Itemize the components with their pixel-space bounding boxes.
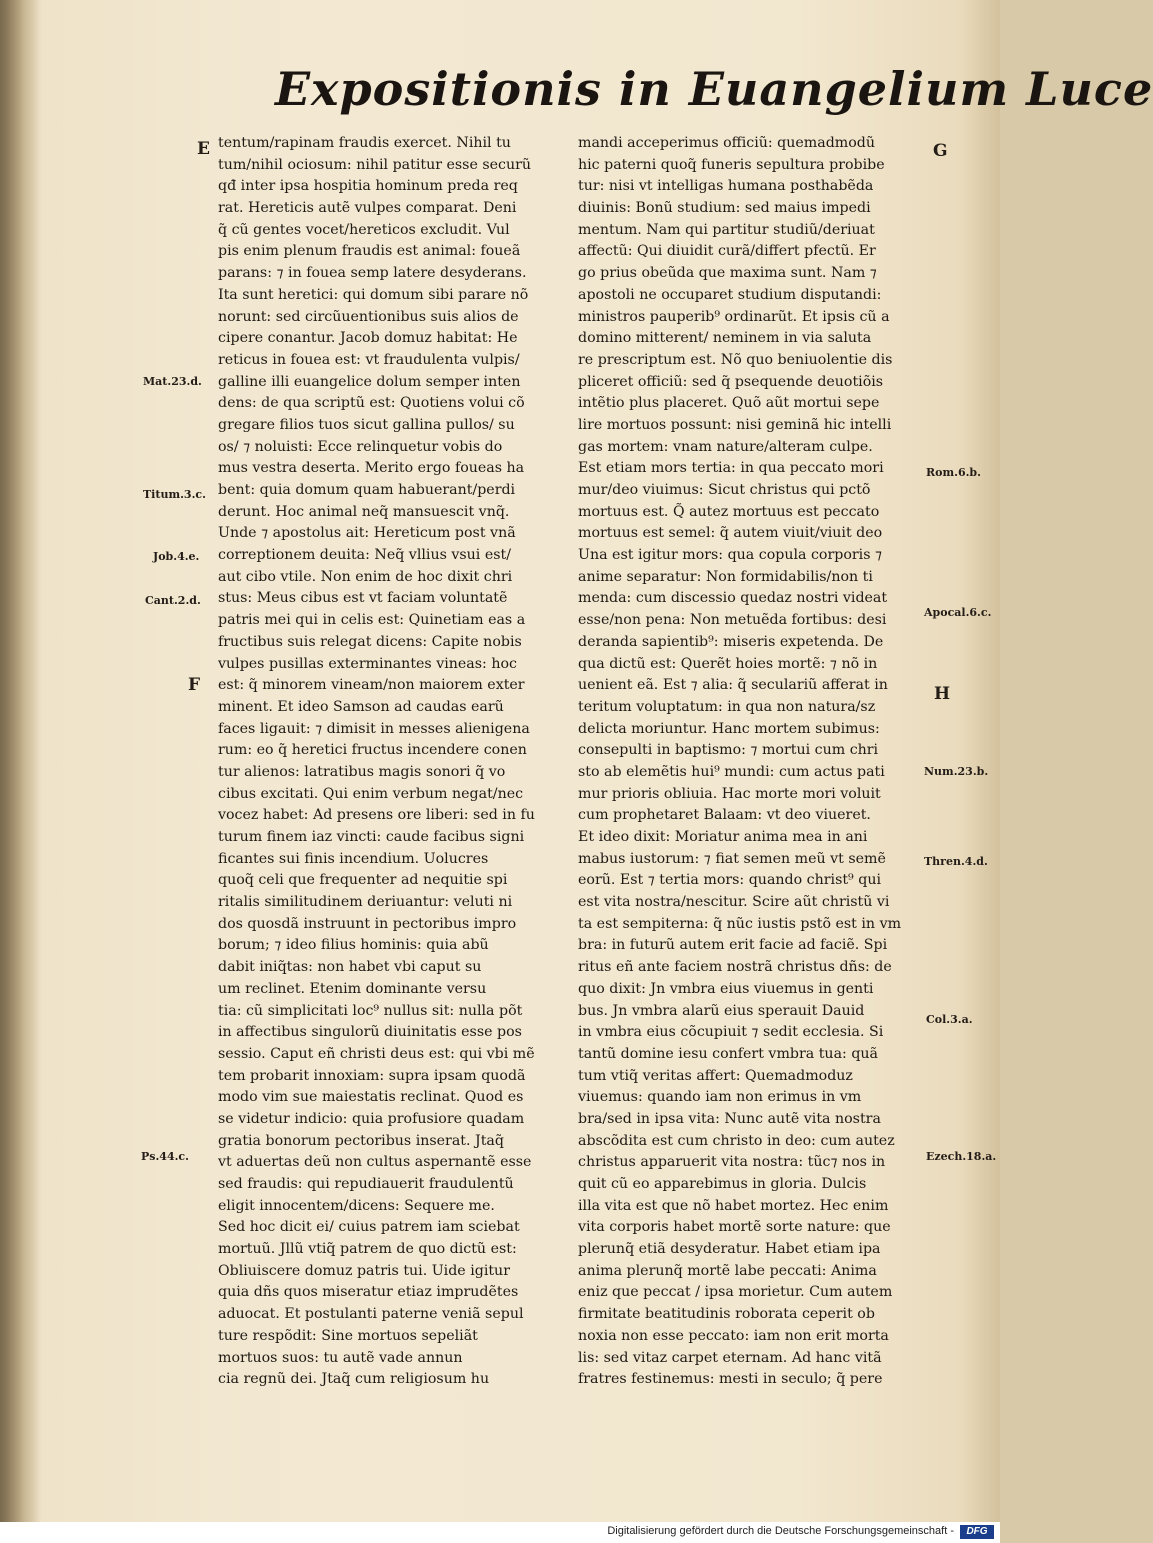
margin-letter-g: G bbox=[933, 141, 948, 161]
page-header-title: Expositionis in Euangelium Luce bbox=[275, 62, 1153, 116]
margin-note-rom: Rom.6.b. bbox=[926, 466, 981, 479]
left-column-line: reticus in fouea est: vt fraudulenta vulpis/ bbox=[218, 351, 520, 368]
right-column-line: Et ideo dixit: Moriatur anima mea in ani bbox=[578, 829, 868, 845]
left-column-line: Ita sunt heretici: qui domum sibi parare nõ bbox=[218, 286, 529, 303]
left-column-line: q̃ cũ gentes vocet/hereticos excludit. Vul bbox=[218, 221, 510, 238]
left-column-line: um reclinet. Etenim dominante versu bbox=[218, 980, 487, 997]
left-column-line: tem probarit innoxiam: supra ipsam quodã bbox=[218, 1067, 526, 1084]
right-column-line: vita corporis habet mortẽ sorte nature: que bbox=[578, 1219, 891, 1236]
left-column-line: mortuũ. Jllũ vtiq̃ patrem de quo dictũ est: bbox=[218, 1241, 517, 1258]
left-column-line: mus vestra deserta. Merito ergo foueas ha bbox=[218, 460, 525, 477]
right-column-line: cum prophetaret Balaam: vt deo viueret. bbox=[578, 807, 871, 824]
left-column-line: aduocat. Et postulanti paterne veniã sepul bbox=[218, 1306, 524, 1323]
margin-note-apocal: Apocal.6.c. bbox=[924, 606, 992, 619]
book-gutter-shadow bbox=[0, 0, 42, 1543]
right-column-line: teritum voluptatum: in qua non natura/sz bbox=[578, 698, 876, 715]
left-column-line: correptionem deuita: Neq̃ vllius vsui est/ bbox=[218, 547, 512, 564]
right-column-line: affectũ: Qui diuidit curã/differt pfectũ. Er bbox=[578, 243, 876, 260]
left-column-line: gregare filios tuos sicut gallina pullos/ su bbox=[218, 416, 515, 433]
right-column-line: gas mortem: vnam nature/alteram culpe. bbox=[578, 438, 873, 455]
right-column-line: qua dictũ est: Querẽt hoies mortẽ: ⁊ nõ in bbox=[578, 655, 878, 672]
left-column-line: modo vim sue maiestatis reclinat. Quod es bbox=[218, 1089, 524, 1106]
margin-note-ps: Ps.44.c. bbox=[141, 1150, 189, 1163]
right-column-line: viuemus: quando iam non erimus in vm bbox=[578, 1089, 862, 1106]
right-column-line: deranda sapientib⁹: miseris expetenda. De bbox=[578, 633, 884, 650]
left-column-line: patris mei qui in celis est: Quinetiam eas a bbox=[218, 612, 526, 629]
right-column-line: mur/deo viuimus: Sicut christus qui pctõ bbox=[578, 482, 871, 498]
right-column-line: mortuus est. Q̃ autez mortuus est peccato bbox=[578, 503, 880, 520]
right-column-line: pliceret officiũ: sed q̃ psequende deuotiõis bbox=[578, 373, 884, 390]
left-column-line: rum: eo q̃ heretici fructus incendere conen bbox=[218, 742, 527, 759]
left-column-line: derunt. Hoc animal neq̃ mansuescit vnq̃. bbox=[218, 503, 510, 520]
left-column-line: mortuos suos: tu autẽ vade annun bbox=[218, 1349, 463, 1366]
margin-note-thren: Thren.4.d. bbox=[924, 855, 988, 868]
left-column-line: dabit iniq̃tas: non habet vbi caput su bbox=[218, 959, 482, 976]
right-column-line: menda: cum discessio quedaz nostri videat bbox=[578, 590, 888, 607]
left-column-line: ficantes sui finis incendium. Uolucres bbox=[218, 850, 489, 867]
right-column-line: hic paterni quoq̃ funeris sepultura probibe bbox=[578, 156, 885, 173]
left-column-line: vulpes pusillas exterminantes vineas: hoc bbox=[218, 655, 517, 672]
right-column-line: ritus eñ ante faciem nostrã christus dñs: de bbox=[578, 959, 892, 976]
left-column-line: gratia bonorum pectoribus inserat. Jtaq̃ bbox=[218, 1132, 504, 1149]
margin-note-titum: Titum.3.c. bbox=[143, 488, 206, 501]
left-column-line: dos quosdã instruunt in pectoribus impro bbox=[218, 915, 517, 932]
margin-note-mat: Mat.23.d. bbox=[143, 375, 202, 388]
left-column-line: faces ligauit: ⁊ dimisit in messes alienigena bbox=[218, 720, 530, 737]
right-column-line: quo dixit: Jn vmbra eius viuemus in genti bbox=[578, 980, 874, 997]
margin-letter-e: E bbox=[197, 139, 210, 159]
right-column-line: lis: sed vitaz carpet eternam. Ad hanc vitã bbox=[578, 1349, 882, 1366]
footer-credit: Digitalisierung gefördert durch die Deutsche Forschungsgemeinschaft - bbox=[607, 1525, 954, 1537]
left-column-line: bent: quia domum quam habuerant/perdi bbox=[218, 482, 516, 498]
right-column-line: eniz que peccat / ipsa morietur. Cum autem bbox=[578, 1284, 893, 1301]
left-column-line: dens: de qua scriptũ est: Quotiens volui cõ bbox=[218, 395, 525, 412]
right-column-line: christus apparuerit vita nostra: tũc⁊ nos in bbox=[578, 1154, 886, 1171]
right-column-line: est vita nostra/nescitur. Scire aũt christũ vi bbox=[578, 894, 890, 911]
left-column-line: norunt: sed circũuentionibus suis alios de bbox=[218, 308, 519, 325]
left-column-line: Unde ⁊ apostolus ait: Hereticum post vnã bbox=[218, 525, 516, 542]
left-column-line: rat. Hereticis autẽ vulpes comparat. Deni bbox=[218, 200, 517, 217]
right-column-line: mandi acceperimus officiũ: quemadmodũ bbox=[578, 135, 875, 151]
left-column-line: vt aduertas deũ non cultus aspernantẽ esse bbox=[218, 1154, 532, 1171]
right-column-line: noxia non esse peccato: iam non erit morta bbox=[578, 1327, 889, 1344]
left-column-line: tentum/rapinam fraudis exercet. Nihil tu bbox=[218, 135, 511, 151]
left-column-line: vocez habet: Ad presens ore liberi: sed in fu bbox=[218, 807, 535, 824]
right-column-line: in vmbra eius cõcupiuit ⁊ sedit ecclesia. Si bbox=[578, 1024, 884, 1041]
right-column-line: delicta moriuntur. Hanc mortem subimus: bbox=[578, 720, 880, 737]
left-column-line: stus: Meus cibus est vt faciam voluntatẽ bbox=[218, 590, 508, 607]
left-column-line: qđ inter ipsa hospitia hominum preda req bbox=[218, 178, 518, 195]
right-column-line: re prescriptum est. Nõ quo beniuolentie dis bbox=[578, 351, 893, 368]
left-column-line: se videtur indicio: quia profusiore quadam bbox=[218, 1110, 525, 1127]
right-column-line: intẽtio plus placeret. Quõ aũt mortui sepe bbox=[578, 395, 880, 412]
right-column-line: diuinis: Bonũ studium: sed maius impedi bbox=[578, 200, 871, 217]
right-column-line: lire mortuos possunt: nisi geminã hic intelli bbox=[578, 416, 892, 433]
left-column-line: sed fraudis: qui repudiauerit fraudulentũ bbox=[218, 1176, 514, 1192]
right-column-line: mortuus est semel: q̃ autem viuit/viuit deo bbox=[578, 525, 883, 542]
right-column-line: mentum. Nam qui partitur studiũ/deriuat bbox=[578, 221, 875, 238]
right-column-line: bra/sed in ipsa vita: Nunc autẽ vita nostra bbox=[578, 1110, 881, 1127]
right-column-line: Est etiam mors tertia: in qua peccato mori bbox=[578, 460, 884, 477]
margin-letter-f: F bbox=[188, 675, 201, 695]
left-column-line: cia regnũ dei. Jtaq̃ cum religiosum hu bbox=[218, 1371, 490, 1388]
right-column-line: firmitate beatitudinis roborata ceperit ob bbox=[578, 1306, 875, 1323]
margin-letter-h: H bbox=[934, 684, 951, 704]
left-column-line: est: q̃ minorem vineam/non maiorem exter bbox=[218, 677, 525, 694]
left-column-line: borum; ⁊ ideo filius hominis: quia abũ bbox=[218, 937, 489, 954]
right-column-line: uenient eã. Est ⁊ alia: q̃ seculariũ afferat in bbox=[578, 677, 888, 694]
right-column-line: illa vita est que nõ habet mortez. Hec enim bbox=[578, 1197, 889, 1214]
right-column-line: tum vtiq̃ veritas affert: Quemadmoduz bbox=[578, 1067, 853, 1084]
right-column-line: esse/non pena: Non metuẽda fortibus: desi bbox=[578, 612, 887, 629]
left-column-line: ritalis similitudinem deriuantur: veluti ni bbox=[218, 894, 513, 911]
left-column-line: cibus excitati. Qui enim verbum negat/nec bbox=[218, 785, 524, 802]
margin-note-iob: Job.4.e. bbox=[153, 550, 200, 563]
left-column-line: galline illi euangelice dolum semper inten bbox=[218, 373, 521, 390]
right-column-line: fratres festinemus: mesti in seculo; q̃ pere bbox=[578, 1371, 883, 1388]
left-column-line: ture respõdit: Sine mortuos sepeliãt bbox=[218, 1327, 478, 1344]
right-column-line: go prius obeũda que maxima sunt. Nam ⁊ bbox=[578, 265, 877, 282]
left-column-line: Obliuiscere domuz patris tui. Uide igitur bbox=[218, 1262, 510, 1279]
right-column-line: tantũ domine iesu confert vmbra tua: quã bbox=[578, 1045, 878, 1062]
margin-note-cant: Cant.2.d. bbox=[145, 594, 201, 607]
right-column-line: Una est igitur mors: qua copula corporis ⁊ bbox=[578, 547, 883, 564]
right-column-line: apostoli ne occuparet studium disputandi: bbox=[578, 286, 882, 303]
right-column-line: domino mitterent/ neminem in via saluta bbox=[578, 330, 872, 347]
dfg-logo: DFG bbox=[960, 1525, 994, 1539]
right-column-line: mur prioris obliuia. Hac morte mori voluit bbox=[578, 785, 881, 802]
left-column-line: turum finem iaz vincti: caude facibus signi bbox=[218, 829, 525, 845]
right-column-line: abscõdita est cum christo in deo: cum autez bbox=[578, 1132, 895, 1149]
right-column-line: ministros pauperib⁹ ordinarũt. Et ipsis cũ a bbox=[578, 308, 890, 325]
left-column-line: aut cibo vtile. Non enim de hoc dixit chri bbox=[218, 568, 513, 585]
left-column-line: tia: cũ simplicitati loc⁹ nullus sit: nulla põt bbox=[218, 1002, 523, 1019]
right-column-line: consepulti in baptismo: ⁊ mortui cum chri bbox=[578, 742, 879, 759]
left-column-line: Sed hoc dicit ei/ cuius patrem iam sciebat bbox=[218, 1219, 520, 1236]
right-text-column bbox=[578, 133, 928, 1391]
right-column-line: eorũ. Est ⁊ tertia mors: quando christ⁹ qui bbox=[578, 872, 882, 889]
right-column-line: sto ab elemẽtis hui⁹ mundi: cum actus pati bbox=[578, 763, 885, 780]
left-column-line: quia dñs quos miseratur etiaz imprudẽtes bbox=[218, 1284, 519, 1301]
left-column-line: os/ ⁊ noluisti: Ecce relinquetur vobis do bbox=[218, 438, 503, 455]
left-column-line: minent. Et ideo Samson ad caudas earũ bbox=[218, 698, 504, 715]
right-column-line: anima plerunq̃ mortẽ labe peccati: Anima bbox=[578, 1262, 877, 1279]
right-column-line: quit cũ eo apparebimus in gloria. Dulcis bbox=[578, 1176, 867, 1192]
right-column-line: mabus iustorum: ⁊ fiat semen meũ vt semẽ bbox=[578, 850, 886, 867]
left-column-line: in affectibus singulorũ diuinitatis esse pos bbox=[218, 1024, 522, 1041]
left-column-line: cipere conantur. Jacob domuz habitat: He bbox=[218, 330, 518, 347]
right-column-line: anime separatur: Non formidabilis/non ti bbox=[578, 568, 873, 585]
margin-note-col: Col.3.a. bbox=[926, 1013, 973, 1026]
left-column-line: pis enim plenum fraudis est animal: foueã bbox=[218, 243, 521, 260]
left-column-line: parans: ⁊ in fouea semp latere desyderans. bbox=[218, 265, 527, 282]
left-column-line: quoq̃ celi que frequenter ad nequitie spi bbox=[218, 872, 508, 889]
right-column-line: tur: nisi vt intelligas humana posthabẽda bbox=[578, 178, 874, 195]
right-column-line: bra: in futurũ autem erit facie ad faciẽ. Spi bbox=[578, 937, 888, 954]
left-column-line: sessio. Caput eñ christi deus est: qui vbi mẽ bbox=[218, 1045, 535, 1062]
left-column-line: tur alienos: latratibus magis sonori q̃ vo bbox=[218, 763, 506, 780]
right-column-line: plerunq̃ etiã desyderatur. Habet etiam ipa bbox=[578, 1241, 881, 1258]
left-text-column bbox=[218, 133, 570, 1391]
right-column-line: bus. Jn vmbra alarũ eius sperauit Dauid bbox=[578, 1002, 865, 1019]
margin-note-num: Num.23.b. bbox=[924, 765, 989, 778]
margin-note-ezech: Ezech.18.a. bbox=[926, 1150, 997, 1163]
left-column-line: tum/nihil ociosum: nihil patitur esse securũ bbox=[218, 156, 532, 173]
left-column-line: eligit innocentem/dicens: Sequere me. bbox=[218, 1197, 495, 1214]
right-column-line: ta est sempiterna: q̃ nũc iustis pstõ est in vm bbox=[578, 915, 902, 932]
left-column-line: fructibus suis relegat dicens: Capite nobis bbox=[218, 633, 522, 650]
